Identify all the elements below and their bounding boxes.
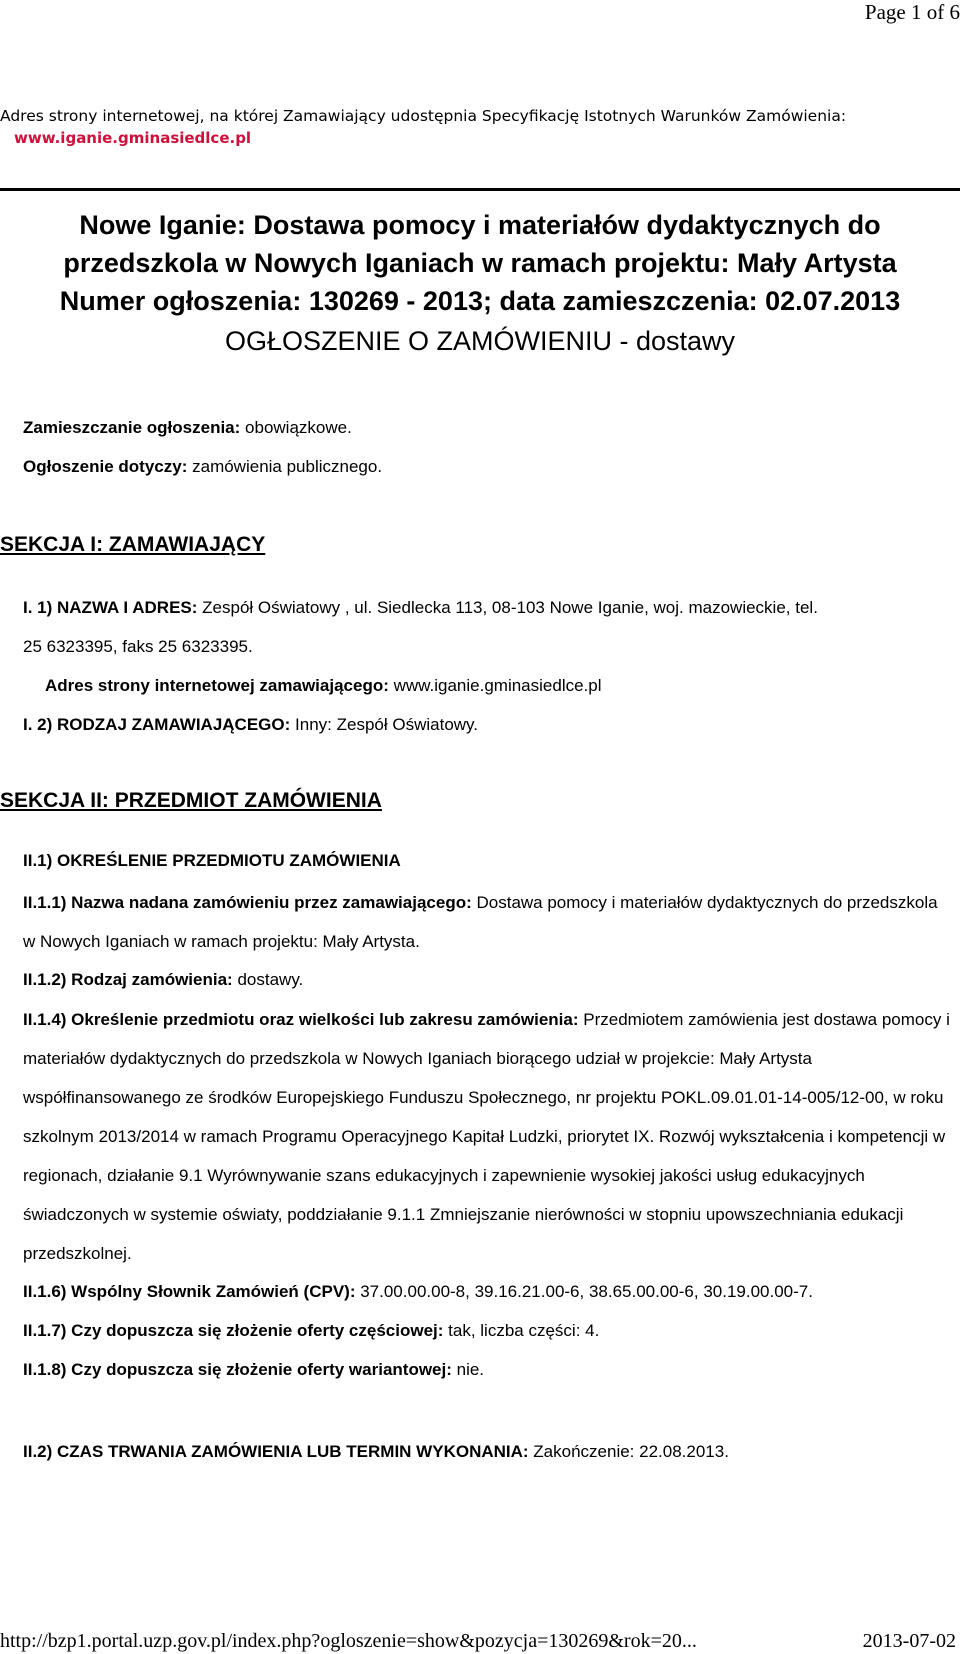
title-line-3: Numer ogłoszenia: 130269 - 2013; data zamieszczenia: 02.07.2013	[59, 286, 901, 316]
notice-title	[0, 206, 960, 362]
cpv-row	[23, 1281, 813, 1303]
siwz-site-link[interactable]: www.iganie.gminasiedlce.pl	[14, 129, 252, 147]
order-scope-paragraph	[23, 1000, 953, 1273]
section-2-heading: SEKCJA II: PRZEDMIOT ZAMÓWIENIA	[0, 789, 382, 812]
title-line-1: Nowe Iganie: Dostawa pomocy i materiałów dydaktycznych do	[79, 210, 881, 240]
order-scope-value: Przedmiotem zamówienia jest dostawa pomocy i materiałów dydaktycznych do przedszkola w Nowych Iganiach biorącego udział w projekcie: Mały Artysta współfinansowanego ze środków Europejskiego Funduszu Społecznego, nr projektu POKL.09.01.01-14-005/12-00, w roku szkolnym 2013/2014 w ramach Programu Operacyjnego Kapitał Ludzki, priorytet IX. Rozwój wykształcenia i kompetencji w regionach, działanie 9.1 Wyrównywanie szans edukacyjnych i zapewnienie wysokiej jakości usług edukacyjnych świadczonych w systemie oświaty, poddziałanie 9.1.1 Zmniejszanie nierówności w stopniu upowszechniania edukacji przedszkolnej.	[23, 1010, 950, 1263]
order-kind-value: dostawy.	[237, 970, 304, 989]
cpv-label: II.1.6) Wspólny Słownik Zamówień (CPV):	[23, 1282, 356, 1301]
contracting-name-label: I. 1) NAZWA I ADRES:	[23, 598, 198, 617]
duration-label: II.2) CZAS TRWANIA ZAMÓWIENIA LUB TERMIN WYKONANIA:	[23, 1442, 529, 1461]
posting-label: Zamieszczanie ogłoszenia:	[23, 418, 241, 437]
notice-type: OGŁOSZENIE O ZAMÓWIENIU - dostawy	[224, 326, 736, 356]
siwz-site-intro: Adres strony internetowej, na której Zamawiający udostępnia Specyfikację Istotnych Warunków Zamówienia:	[0, 107, 847, 125]
partial-offer-row	[23, 1320, 599, 1342]
partial-offer-value: tak, liczba części: 4.	[448, 1321, 600, 1340]
variant-offer-row	[23, 1359, 484, 1381]
section-1-heading: SEKCJA I: ZAMAWIAJĄCY	[0, 533, 266, 556]
contracting-name-value: Zespół Oświatowy , ul. Siedlecka 113, 08-103 Nowe Iganie, woj. mazowieckie, tel.	[202, 598, 818, 617]
contracting-type-value: Inny: Zespół Oświatowy.	[295, 715, 479, 734]
page-number: Page 1 of 6	[864, 0, 960, 24]
partial-offer-label: II.1.7) Czy dopuszcza się złożenie oferty częściowej:	[23, 1321, 444, 1340]
duration-value: Zakończenie: 22.08.2013.	[533, 1442, 729, 1461]
contracting-type-label: I. 2) RODZAJ ZAMAWIAJĄCEGO:	[23, 715, 291, 734]
order-kind-label: II.1.2) Rodzaj zamówienia:	[23, 970, 233, 989]
concerns-value: zamówienia publicznego.	[192, 457, 383, 476]
order-scope-label: II.1.4) Określenie przedmiotu oraz wielkości lub zakresu zamówienia:	[23, 1010, 579, 1029]
order-kind-row	[23, 969, 303, 991]
variant-offer-label: II.1.8) Czy dopuszcza się złożenie oferty wariantowej:	[23, 1360, 452, 1379]
footer-source-url: http://bzp1.portal.uzp.gov.pl/index.php?ogloszenie=show&pozycja=130269&rok=20...	[0, 1630, 697, 1652]
subject-subheading	[23, 850, 401, 872]
footer-date: 2013-07-02	[862, 1630, 956, 1652]
order-name-paragraph	[23, 883, 953, 961]
order-name-value: Dostawa pomocy i materiałów dydaktycznych do przedszkola w Nowych Iganiach w ramach projektu: Mały Artysta.	[23, 893, 938, 951]
order-name-label: II.1.1) Nazwa nadana zamówieniu przez zamawiającego:	[23, 893, 472, 912]
contracting-website-row	[45, 675, 602, 697]
variant-offer-value: nie.	[456, 1360, 485, 1379]
posting-value: obowiązkowe.	[245, 418, 352, 437]
contracting-website-label: Adres strony internetowej zamawiającego:	[45, 676, 389, 695]
header-divider	[0, 188, 960, 191]
contracting-type-row	[23, 714, 478, 736]
contracting-phone-row: 25 6323395, faks 25 6323395.	[23, 637, 253, 656]
concerns-label: Ogłoszenie dotyczy:	[23, 457, 188, 476]
duration-row	[23, 1441, 729, 1463]
concerns-row	[23, 456, 382, 478]
title-line-2: przedszkola w Nowych Iganiach w ramach projektu: Mały Artysta	[63, 248, 897, 278]
posting-row	[23, 417, 352, 439]
contracting-name-row	[23, 597, 818, 619]
cpv-value: 37.00.00.00-8, 39.16.21.00-6, 38.65.00.00-6, 30.19.00.00-7.	[360, 1282, 813, 1301]
subject-subheading-text: II.1) OKREŚLENIE PRZEDMIOTU ZAMÓWIENIA	[23, 851, 401, 870]
contracting-website-value[interactable]: www.iganie.gminasiedlce.pl	[393, 676, 602, 695]
